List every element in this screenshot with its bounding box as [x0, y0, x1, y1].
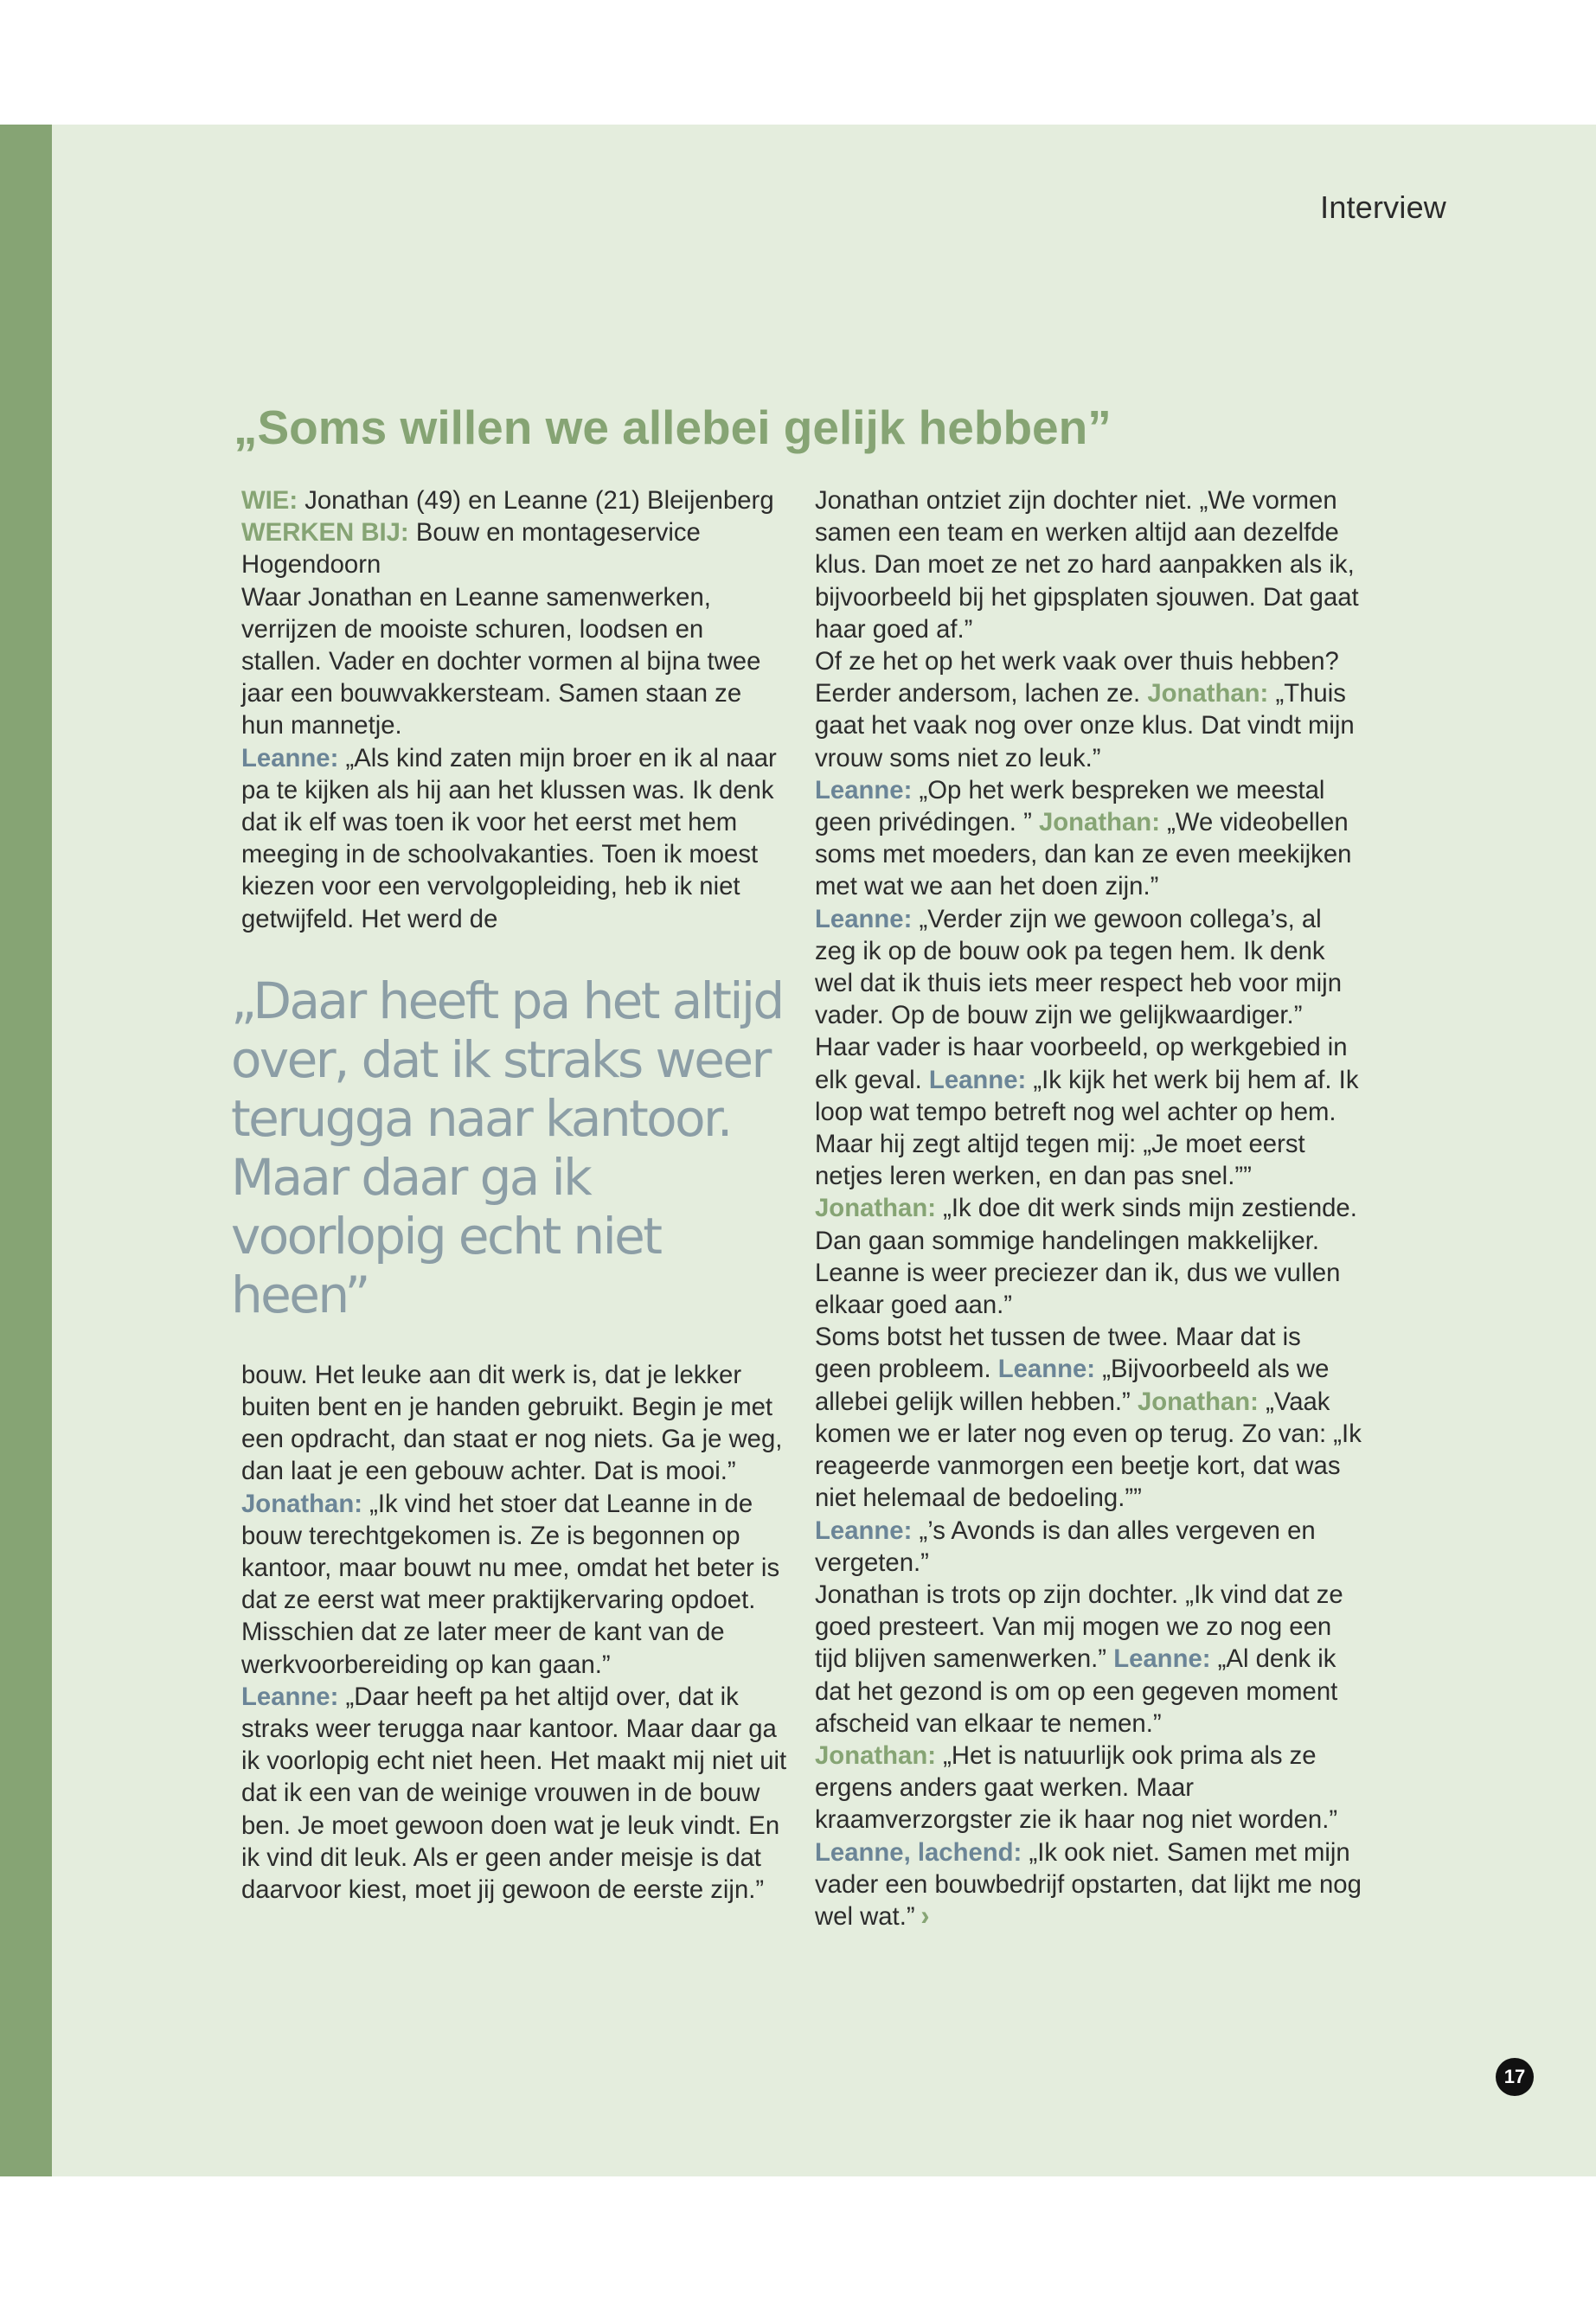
magazine-page — [0, 125, 1596, 2176]
paragraph-jonathan-1: Jonathan: „Ik vind het stoer dat Leanne in de bouw terechtgekomen is. Ze is begonnen op kantoor, maar bouwt nu mee, omdat het beter is dat ze eerst wat meer praktijkervaring opdoet. Misschien dat ze later meer de kant van de werkvoorbereiding op kan gaan.” — [241, 1489, 780, 1679]
speaker-label: Leanne: — [997, 1355, 1096, 1384]
speaker-label: Leanne: — [815, 1516, 913, 1545]
pull-quote: „Daar heeft pa het altijd over, dat ik straks weer terugga naar kantoor. Maar daar ga ik voorlopig echt niet heen” — [231, 971, 783, 1324]
speaker-label: Leanne: — [815, 904, 913, 933]
speaker-label: Jonathan: — [815, 1740, 936, 1770]
right-column — [815, 484, 1364, 1932]
speaker-label: Leanne: — [1113, 1644, 1211, 1674]
paragraph-r7: Leanne: „’s Avonds is dan alles vergeven en vergeten.” — [815, 1516, 1316, 1577]
werken-label: WERKEN BIJ: — [241, 518, 409, 548]
paragraph-r8: Jonathan is trots op zijn dochter. „Ik vind dat ze goed presteert. Van mij mogen we zo nog een tijd blijven samenwerken.” Leanne: „Al denk ik dat het gezond is om op een gegeven moment afscheid van elkaar te nemen.” — [815, 1580, 1343, 1738]
article-headline: „Soms willen we allebei gelijk hebben” — [234, 401, 1112, 454]
speaker-label: Leanne: — [241, 743, 339, 772]
paragraph-leanne-2: Leanne: „Daar heeft pa het altijd over, dat ik straks weer terugga naar kantoor. Maar daar ga ik voorlopig echt niet heen. Het maakt mij niet uit dat ik een van de weinige vrouwen in de bouw ben. Je moet gewoon doen wat je leuk vindt. En ik vind dit leuk. Als er geen ander meisje is dat daarvoor kiest, moet jij gewoon de eerste zijn.” — [241, 1682, 787, 1905]
speaker-label: Jonathan: — [1147, 679, 1269, 708]
wie-label: WIE: — [241, 486, 298, 515]
paragraph-r3: Leanne: „Op het werk bespreken we meestal geen privédingen. ” Jonathan: „We videobellen soms met moeders, dan kan ze even meekijken met wat we aan het doen zijn.” — [815, 775, 1352, 901]
speaker-label: Leanne: — [241, 1682, 339, 1711]
wie-value: Jonathan (49) en Leanne (21) Bleijenberg — [298, 486, 774, 515]
werken-value: Bouw en montageservice Hogendoorn — [241, 518, 701, 580]
paragraph-r9: Jonathan: „Het is natuurlijk ook prima als ze ergens anders gaat werken. Maar kraamverzorgster zie ik haar nog niet worden.” Leanne, lachend: „Ik ook niet. Samen met mijn vader een bouwbedrijf opstarten, dat lijkt me nog wel wat.” ›› — [815, 1740, 1362, 1931]
paragraph-r6: Soms botst het tussen de twee. Maar dat is geen probleem. Leanne: „Bijvoorbeeld als we allebei gelijk willen hebben.” Jonathan: „Vaak komen we er later nog even op terug. Zo van: „Ik reageerde vanmorgen een beetje kort, dat was niet helemaal de bedoeling.”” — [815, 1323, 1362, 1513]
green-spine-bar — [0, 125, 52, 2176]
paragraph-r5: Haar vader is haar voorbeeld, op werkgebied in elk geval. Leanne: „Ik kijk het werk bij hem af. Ik loop wat tempo betreft nog wel achter op hem. Maar hij zegt altijd tegen mij: „Je moet eerst netjes leren werken, en dan pas snel.”” Jonathan: „Ik doe dit werk sinds mijn zestiende. Dan gaan sommige handelingen makkelijker. Leanne is weer preciezer dan ik, dus we vullen elkaar goed aan.” — [815, 1033, 1359, 1320]
speaker-label: Jonathan: — [1038, 808, 1160, 837]
paragraph-r4: Leanne: „Verder zijn we gewoon collega’s, al zeg ik op de bouw ook pa tegen hem. Ik denk wel dat ik thuis iets meer respect heb voor mijn vader. Op de bouw zijn we gelijkwaardiger.” — [815, 904, 1342, 1030]
speaker-label: Jonathan: — [241, 1489, 362, 1518]
page-number-badge: 17 — [1496, 2058, 1534, 2096]
left-column — [231, 484, 791, 1906]
speaker-label: Jonathan: — [815, 1194, 936, 1223]
double-chevron-right-icon: ›› — [920, 1899, 925, 1931]
speaker-label: Leanne: — [815, 775, 913, 804]
paragraph-leanne-1: Leanne: „Als kind zaten mijn broer en ik al naar pa te kijken als hij aan het klussen was. Ik denk dat ik elf was toen ik voor het eerst met hem meeging in de schoolvakanties. Toen ik moest kiezen voor een vervolgopleiding, heb ik niet getwijfeld. Het werd de — [241, 743, 777, 933]
werken-line — [241, 516, 791, 580]
paragraph-r1: Jonathan ontziet zijn dochter niet. „We vormen samen een team en werken altijd aan dezelfde klus. Dan moet ze net zo hard aanpakken als ik, bijvoorbeeld bij het gipsplaten sjouwen. Dat gaat haar goed af.” — [815, 486, 1359, 644]
paragraph-leanne-1-cont: bouw. Het leuke aan dit werk is, dat je lekker buiten bent en je handen gebruikt. Begin je met een opdracht, dan staat er nog niets. Ga je weg, dan laat je een gebouw achter. Dat is mooi.” — [241, 1360, 783, 1486]
paragraph-r2: Of ze het op het werk vaak over thuis hebben? Eerder andersom, lachen ze. Jonathan: „Thuis gaat het vaak nog over onze klus. Dat vindt mijn vrouw soms niet zo leuk.” — [815, 647, 1355, 772]
intro-paragraph: Waar Jonathan en Leanne samenwerken, verrijzen de mooiste schuren, loodsen en stallen. Vader en dochter vormen al bijna twee jaar een bouwvakkersteam. Samen staan ze hun mannetje. — [241, 582, 761, 740]
speaker-label: Leanne, lachend: — [815, 1837, 1022, 1867]
speaker-label: Jonathan: — [1137, 1387, 1259, 1416]
section-label: Interview — [1320, 189, 1446, 225]
speaker-label: Leanne: — [928, 1065, 1027, 1094]
wie-line — [241, 484, 791, 516]
